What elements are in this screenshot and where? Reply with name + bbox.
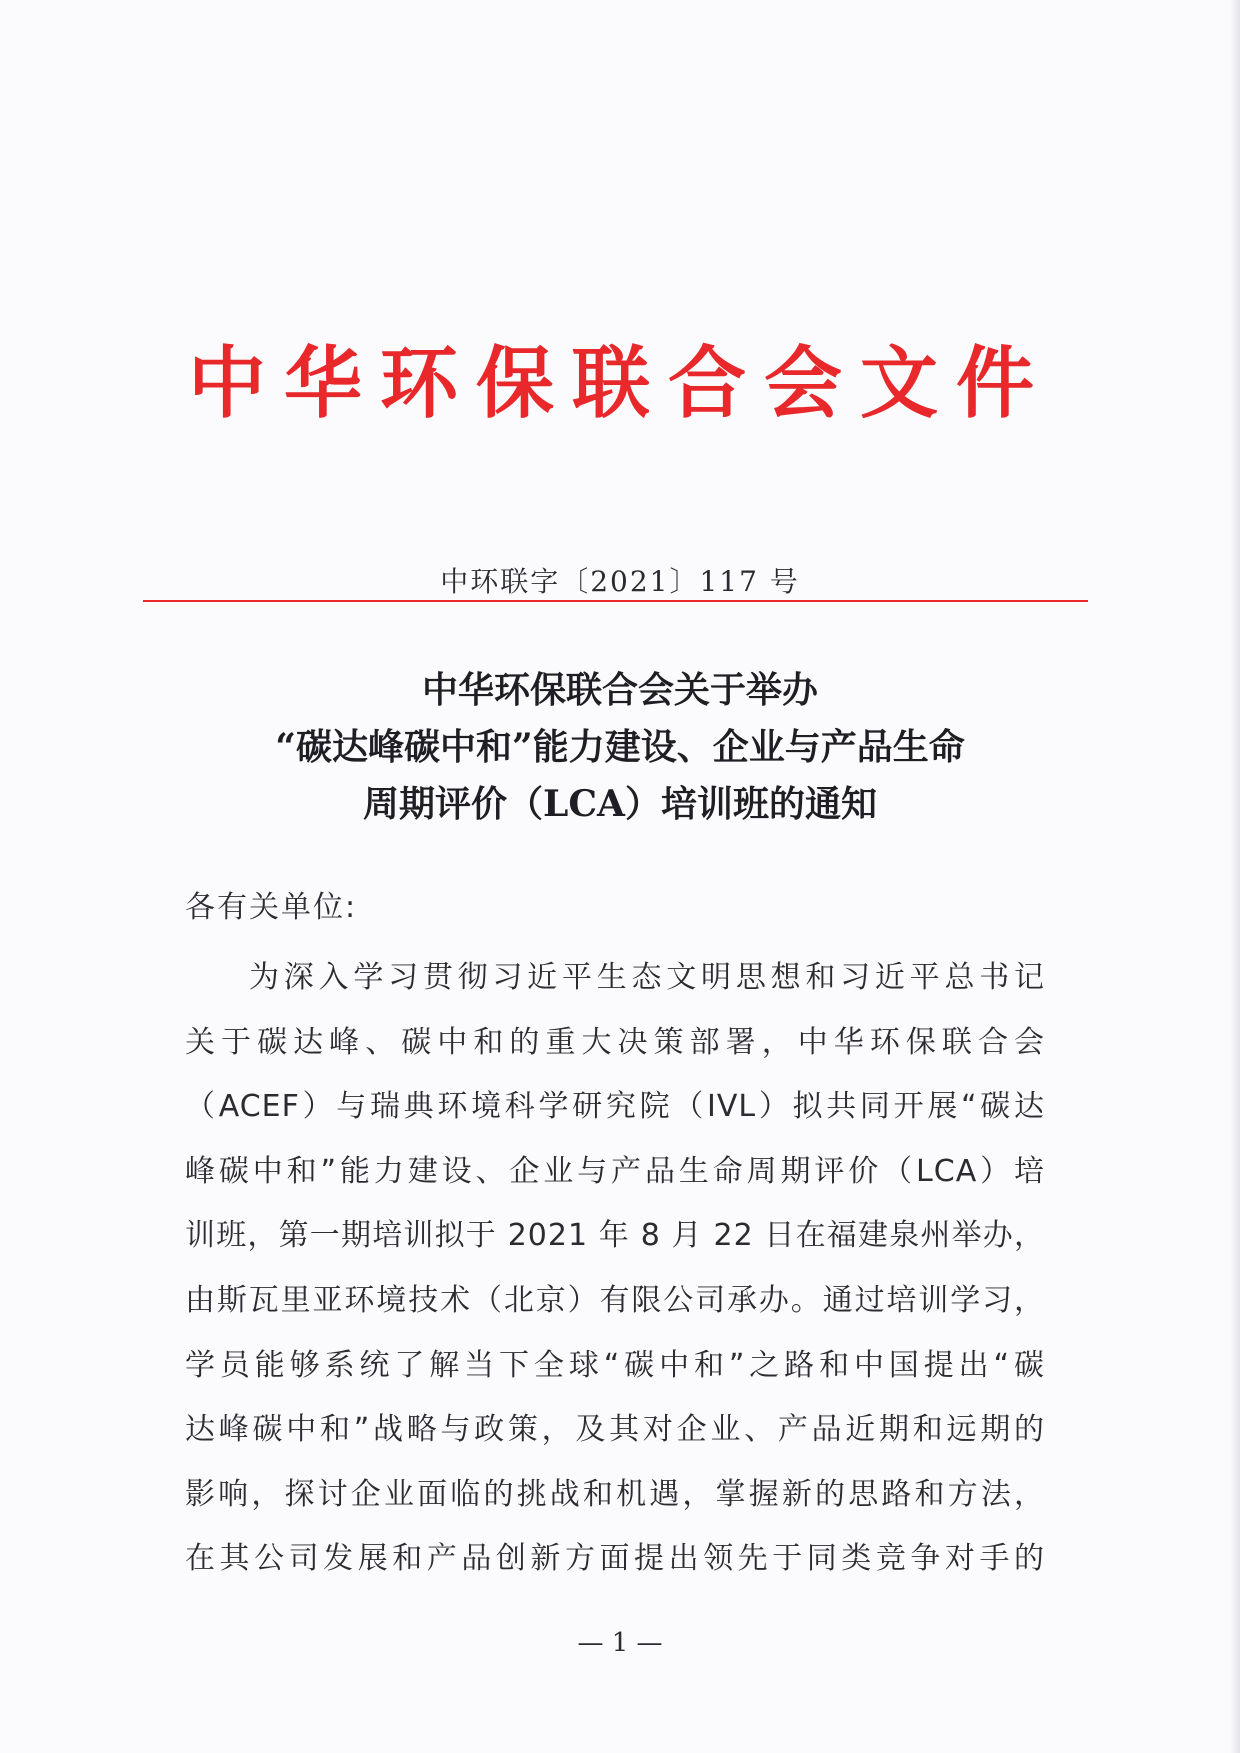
notice-title-line: 周期评价（LCA）培训班的通知 — [363, 783, 877, 825]
body-line: （ACEF）与瑞典环境科学研究院（IVL）拟共同开展“碳达 — [185, 1089, 1045, 1125]
document-number: 中环联字〔2021〕117 号 — [440, 565, 800, 598]
body-line: 训班，第一期培训拟于 2021 年 8 月 22 日在福建泉州举办， — [185, 1218, 1045, 1254]
salutation: 各有关单位: — [185, 890, 358, 925]
page-number: — 1 — — [577, 1628, 663, 1658]
body-paragraph — [185, 946, 1045, 1592]
body-line: 关于碳达峰、碳中和的重大决策部署，中华环保联合会 — [185, 1024, 1045, 1060]
body-line: 学员能够系统了解当下全球“碳中和”之路和中国提出“碳 — [185, 1347, 1045, 1383]
notice-title — [0, 662, 1240, 833]
document-header-title: 中华环保联合会文件 — [187, 338, 1052, 429]
body-line: 在其公司发展和产品创新方面提出领先于同类竞争对手的 — [185, 1541, 1045, 1577]
header-divider — [143, 600, 1088, 602]
body-line: 由斯瓦里亚环境技术（北京）有限公司承办。通过培训学习， — [185, 1282, 1045, 1318]
body-line: 影响，探讨企业面临的挑战和机遇，掌握新的思路和方法， — [185, 1476, 1045, 1512]
scan-edge — [1230, 0, 1240, 1753]
body-line: 为深入学习贯彻习近平生态文明思想和习近平总书记 — [249, 960, 1045, 995]
body-line: 达峰碳中和”战略与政策，及其对企业、产品近期和远期的 — [185, 1412, 1045, 1448]
notice-title-line: “碳达峰碳中和”能力建设、企业与产品生命 — [275, 726, 965, 768]
notice-title-line: 中华环保联合会关于举办 — [421, 669, 818, 711]
body-line: 峰碳中和”能力建设、企业与产品生命周期评价（LCA）培 — [185, 1153, 1045, 1189]
